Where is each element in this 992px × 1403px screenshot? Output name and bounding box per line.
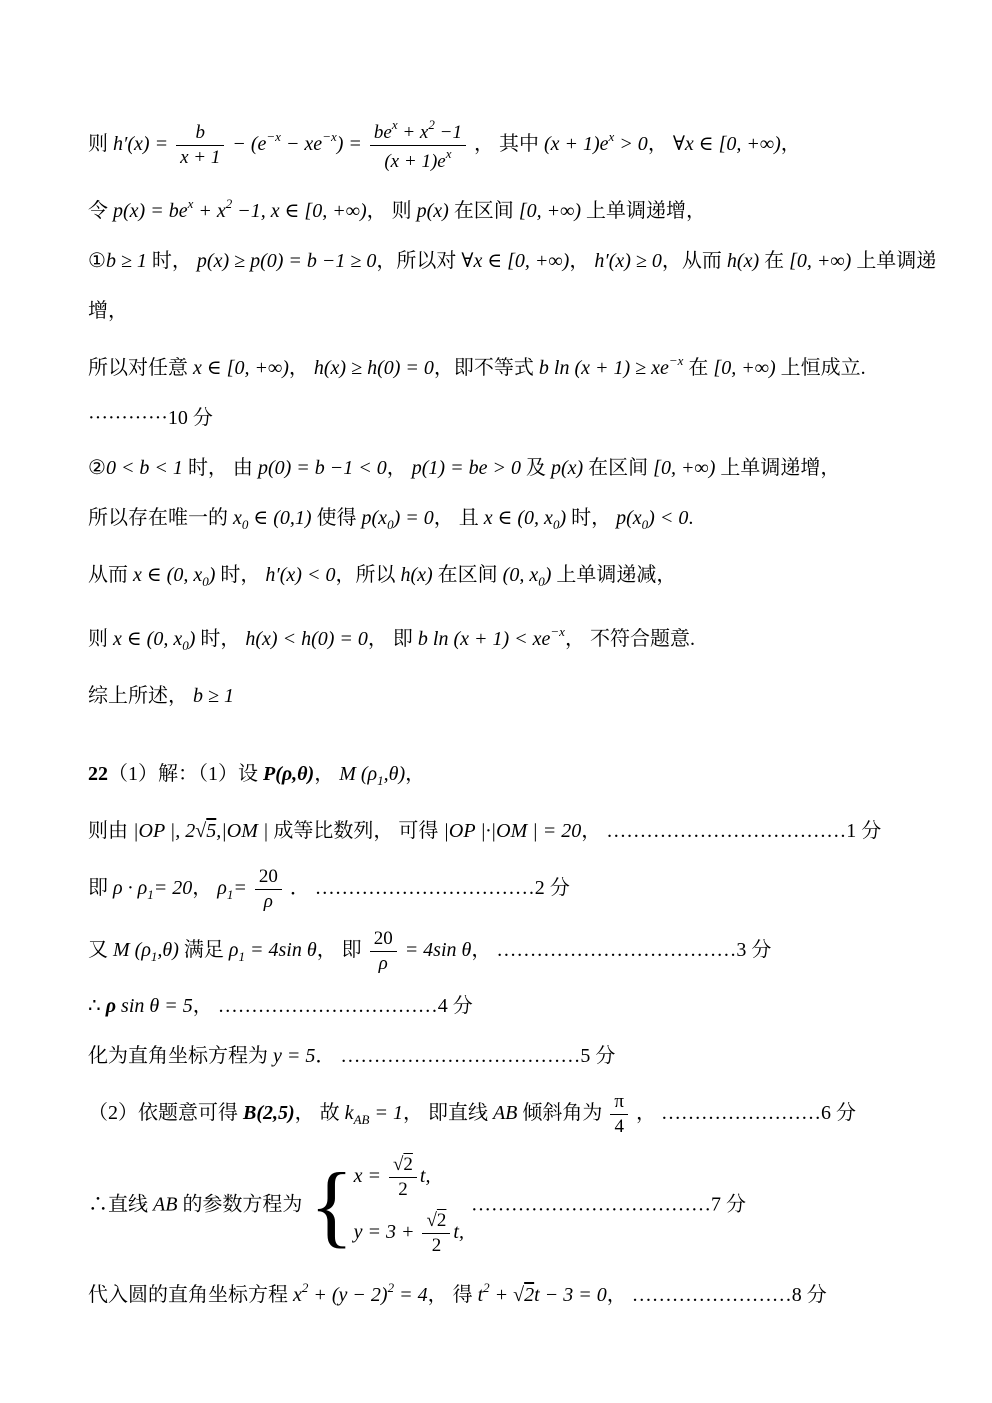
radical-icon: √ — [513, 1284, 525, 1307]
math-run: = 20 — [153, 876, 193, 899]
text-run: ， — [314, 762, 340, 785]
math-run: x ∈ (0, x — [113, 627, 183, 650]
superscript: 2 — [301, 1280, 309, 1296]
math-run: b ≥ 1 — [105, 249, 147, 272]
text-run: 时， — [215, 563, 266, 586]
math-run: x ∈ [0, +∞) — [193, 356, 289, 379]
doc-line-10 — [88, 617, 922, 661]
radicand: 2 — [524, 1284, 535, 1307]
math-run: b ≥ 1 — [193, 684, 234, 707]
math-run: M (ρ — [113, 939, 151, 962]
fraction — [422, 1210, 450, 1257]
text-run: 在区间 — [432, 563, 503, 586]
text-run: ， 得 — [427, 1284, 478, 1307]
text-run: 的参数方程为 — [177, 1193, 303, 1216]
superscript: x — [445, 145, 452, 161]
math-run: h′(x) = — [113, 132, 174, 155]
part-2-marker: （2）依题意可得 — [88, 1102, 243, 1124]
text-run: ， 则 — [366, 199, 417, 222]
subscript: 1 — [238, 949, 246, 965]
text-run: 在区间 — [583, 456, 654, 479]
text-run: 使得 — [316, 506, 362, 529]
dots-score: ， ……………………8 分 — [606, 1284, 827, 1307]
math-run: y = 5 — [273, 1045, 316, 1068]
math-run: p(x — [361, 506, 388, 529]
math-run: p(0) = b −1 < 0 — [257, 456, 387, 479]
math-run: ρ — [105, 995, 117, 1018]
dots-score: ． ……………………………2 分 — [289, 876, 570, 899]
fraction-numerator: 20 — [258, 865, 278, 887]
text-run: 令 — [88, 199, 113, 222]
text-run: ， — [288, 356, 314, 379]
dots-score: ， ………………………………1 分 — [581, 819, 882, 842]
text-run: 代入圆的直角坐标方程 — [88, 1284, 293, 1307]
text-run: （1）解：（1）设 — [108, 762, 263, 785]
subscript: 0 — [387, 516, 394, 532]
math-run: ,θ) — [383, 762, 406, 785]
text-run: 上单调递增， — [581, 199, 707, 222]
text-run: 及 — [520, 456, 551, 479]
fraction-denominator: 2 — [422, 1233, 450, 1257]
equation-y — [354, 1210, 464, 1257]
text-run: 满足 — [178, 939, 229, 962]
doc-line-1 — [88, 118, 922, 173]
math-run: p(x) — [550, 456, 584, 479]
text-run: 又 — [88, 939, 113, 962]
math-run: [0, +∞) — [653, 456, 716, 479]
math-run: (0, x — [502, 563, 539, 586]
math-run: ∈ (0,1) — [248, 506, 317, 529]
subscript: 0 — [552, 516, 560, 532]
math-run: h′(x) < 0 — [265, 563, 336, 586]
math-run: [0, +∞) — [518, 199, 582, 222]
math-run: (x + 1)e — [543, 132, 609, 155]
doc-line-4 — [88, 296, 922, 326]
text-run: 所以存在唯一的 — [88, 506, 233, 529]
superscript: 2 — [428, 117, 435, 132]
text-run: 时， — [566, 506, 617, 529]
text-run: 时， 由 — [182, 456, 258, 479]
math-run: k — [344, 1102, 354, 1124]
subscript: 1 — [377, 772, 384, 788]
math-run: AB — [153, 1193, 178, 1216]
math-run: sin θ = 5 — [116, 995, 193, 1018]
math-run: p(x) = be — [113, 199, 188, 222]
doc-line-2 — [88, 189, 922, 226]
fraction — [255, 866, 282, 913]
math-run: 0 < b < 1 — [105, 456, 183, 479]
equation-system — [309, 1154, 464, 1257]
text-run: 在 — [683, 356, 714, 379]
subscript: 0 — [538, 573, 545, 589]
fraction-denominator: 4 — [610, 1114, 628, 1138]
doc-line-19 — [88, 1154, 922, 1257]
math-run: = — [233, 876, 252, 899]
text-run: 上单调递 — [851, 249, 937, 272]
math-run: = 1 — [369, 1102, 403, 1124]
math-run: + x — [193, 199, 226, 222]
math-run: > 0 — [614, 132, 648, 155]
math-run: B(2,5) — [243, 1102, 295, 1124]
math-run: t − 3 = 0 — [534, 1284, 607, 1307]
superscript: 2 — [483, 1280, 490, 1296]
text-run: 在 — [759, 249, 790, 272]
math-run: ) — [544, 563, 552, 586]
text-run: 增， — [88, 299, 128, 322]
case-2-marker: ② — [88, 456, 106, 479]
text-run: 即 — [88, 876, 113, 899]
dots-score: ， ……………………………4 分 — [192, 995, 473, 1018]
math-run: |OP |·|OM | = 20 — [443, 819, 582, 842]
math-run: ,|OM | — [216, 819, 269, 842]
math-run: t — [477, 1284, 484, 1307]
radical-icon: √ — [195, 819, 207, 842]
fraction-denominator: ρ — [370, 951, 397, 975]
superscript: 2 — [387, 1280, 395, 1296]
fraction-denominator — [370, 145, 466, 173]
math-run: −1, x ∈ [0, +∞) — [232, 199, 367, 222]
superscript: 2 — [225, 195, 233, 211]
text-run: ， 即 — [367, 627, 418, 650]
fraction-numerator: 20 — [373, 928, 393, 950]
text-run: 时， — [146, 249, 197, 272]
fraction — [176, 122, 224, 169]
superscript: −x — [550, 623, 565, 639]
fraction — [389, 1154, 417, 1201]
fraction-numerator: b — [195, 122, 205, 143]
text-run: 则 — [88, 132, 113, 155]
text-run: ，即不等式 — [433, 356, 539, 379]
text-run: 则 — [88, 627, 113, 650]
math-run: − xe — [280, 132, 323, 155]
text-run: 在区间 — [448, 199, 519, 222]
doc-line-9 — [88, 560, 922, 597]
fraction-numerator — [389, 1154, 417, 1177]
text-run: ， 即 — [316, 939, 367, 962]
subscript: 0 — [241, 516, 249, 532]
superscript: −x — [668, 352, 684, 368]
text-run: 倾斜角为 — [517, 1102, 608, 1124]
doc-line-20 — [88, 1273, 922, 1310]
dots-score: ， ………………………………3 分 — [471, 939, 772, 962]
fraction-denominator: ρ — [255, 889, 282, 913]
text-run: ， 故 — [294, 1102, 345, 1124]
fraction-denominator: 2 — [389, 1177, 417, 1201]
math-run: b ln (x + 1) < xe — [417, 627, 551, 650]
subscript: 1 — [147, 886, 154, 902]
subscript: 1 — [226, 886, 234, 902]
fraction-numerator — [370, 118, 466, 145]
doc-line-5 — [88, 346, 922, 383]
superscript: x — [187, 195, 194, 211]
math-run: ,θ) — [157, 939, 179, 962]
math-run: p(1) = be > 0 — [411, 456, 521, 479]
math-run: [0, +∞) — [713, 356, 776, 379]
fraction-numerator: π — [614, 1091, 624, 1113]
fraction — [370, 928, 397, 975]
text-run: ， — [647, 132, 673, 155]
dots-score: ············10 分 — [88, 406, 213, 429]
therefore-symbol: ∴直线 — [88, 1193, 153, 1216]
text-run: 成等比数列， 可得 — [268, 819, 444, 842]
doc-line-17 — [88, 1041, 922, 1071]
math-run: = 4sin θ — [404, 939, 472, 962]
math-run: ρ — [217, 876, 227, 899]
fraction-denominator: x + 1 — [176, 145, 224, 169]
doc-line-16 — [88, 991, 922, 1021]
text-run: 化为直角坐标方程为 — [88, 1045, 273, 1068]
superscript: x — [608, 128, 615, 144]
radicand: 2 — [403, 1153, 413, 1175]
text-run: 时， — [195, 627, 246, 650]
doc-line-14 — [88, 866, 922, 913]
fraction — [370, 118, 466, 173]
math-run: M (ρ — [339, 762, 378, 785]
math-run: ) — [208, 563, 216, 586]
math-run: ) — [188, 627, 196, 650]
math-run: y = 3 + — [353, 1221, 420, 1244]
math-run: p(x) — [416, 199, 449, 222]
text-run: ， — [569, 249, 595, 272]
math-run: x — [293, 1284, 302, 1307]
doc-line-15 — [88, 928, 922, 975]
doc-line-13 — [88, 816, 922, 846]
superscript: −x — [322, 128, 337, 144]
math-run: t, — [453, 1221, 464, 1244]
math-run: x — [233, 506, 242, 529]
equation-x — [354, 1154, 464, 1201]
radicand: 2 — [436, 1210, 447, 1232]
math-run: h′(x) ≥ 0 — [594, 249, 662, 272]
problem-22-header — [88, 759, 922, 796]
text-run: 所以对任意 — [88, 356, 193, 379]
math-run: = 4 — [394, 1284, 428, 1307]
fraction-numerator — [422, 1210, 450, 1233]
math-run: ∀x ∈ [0, +∞) — [461, 249, 570, 272]
math-run: ρ · ρ — [113, 876, 148, 899]
math-run: |OP |, 2 — [133, 819, 196, 842]
math-run: + x — [397, 122, 429, 143]
math-run: ) = 0 — [393, 506, 434, 529]
left-brace: { — [309, 1154, 354, 1257]
text-run: 上单调递减， — [551, 563, 677, 586]
math-run: p(x — [616, 506, 642, 529]
math-run: = 4sin θ — [245, 939, 317, 962]
doc-line-7 — [88, 453, 922, 483]
text-run: ， 其中 — [473, 132, 544, 155]
text-run: ，从而 — [661, 249, 727, 272]
text-run: 从而 — [88, 563, 133, 586]
radical-icon: √ — [426, 1210, 437, 1232]
math-run: + (y − 2) — [308, 1284, 388, 1307]
text-run: 则由 — [88, 819, 133, 842]
dots-score: ． ………………………………5 分 — [315, 1045, 616, 1068]
math-run: ρ — [228, 939, 239, 962]
math-run: h(x) ≥ h(0) = 0 — [313, 356, 434, 379]
dots-score: ………………………………7 分 — [470, 1193, 746, 1216]
text-run: . — [688, 506, 694, 529]
subscript: AB — [353, 1112, 370, 1127]
text-run: ， — [192, 876, 218, 899]
fraction — [610, 1091, 628, 1138]
math-run: ) < 0 — [648, 506, 689, 529]
math-run: P(ρ,θ) — [263, 762, 315, 785]
math-run: ∀x ∈ [0, +∞) — [672, 132, 781, 155]
math-run: be — [373, 122, 392, 143]
subscript: 0 — [641, 516, 649, 532]
math-run: p(x) ≥ p(0) = b −1 ≥ 0 — [196, 249, 377, 272]
problem-number: 22 — [88, 762, 108, 785]
math-run: h(x) — [726, 249, 760, 272]
math-run: − (e — [232, 132, 267, 155]
math-run: (x + 1)e — [384, 150, 446, 172]
math-run: x ∈ (0, x — [483, 506, 553, 529]
math-run: h(x) — [400, 563, 433, 586]
subscript: 0 — [202, 573, 209, 589]
text-run: ， — [386, 456, 412, 479]
superscript: x — [391, 117, 398, 132]
text-run: 上恒成立. — [775, 356, 866, 379]
text-run: ， 即直线 — [402, 1102, 493, 1124]
system-equations — [354, 1154, 464, 1257]
text-run: ， 且 — [433, 506, 484, 529]
case-1-marker: ① — [88, 249, 106, 272]
math-run: + — [489, 1284, 514, 1307]
therefore-symbol: ∴ — [88, 995, 106, 1018]
math-run: x ∈ (0, x — [133, 563, 203, 586]
math-run: ) = — [336, 132, 367, 155]
text-run: ， — [780, 132, 801, 155]
text-run: ，所以 — [335, 563, 401, 586]
radicand: 5 — [206, 819, 217, 842]
math-run: AB — [492, 1102, 518, 1124]
text-run: 上单调递增， — [715, 456, 841, 479]
math-run: t, — [419, 1164, 431, 1187]
doc-line-8 — [88, 503, 922, 540]
superscript: −x — [266, 128, 281, 144]
conclusion-line — [88, 681, 922, 711]
math-run: b ln (x + 1) ≥ xe — [538, 356, 669, 379]
math-run: h(x) < h(0) = 0 — [245, 627, 368, 650]
text-run: ， — [405, 762, 426, 785]
math-run: x = — [353, 1164, 386, 1187]
radical-icon: √ — [392, 1153, 404, 1175]
doc-line-18 — [88, 1091, 922, 1138]
math-run: [0, +∞) — [789, 249, 852, 272]
subscript: 1 — [150, 949, 158, 965]
math-run: ) — [559, 506, 567, 529]
score-line-10 — [88, 403, 922, 433]
math-run: −1 — [434, 122, 462, 143]
text-run: ，所以对 — [376, 249, 462, 272]
subscript: 0 — [182, 637, 189, 653]
doc-line-3 — [88, 246, 937, 276]
text-run: ， 不符合题意. — [564, 627, 695, 650]
text-run: 综上所述， — [88, 684, 193, 707]
dots-score: ， ……………………6 分 — [635, 1102, 856, 1124]
